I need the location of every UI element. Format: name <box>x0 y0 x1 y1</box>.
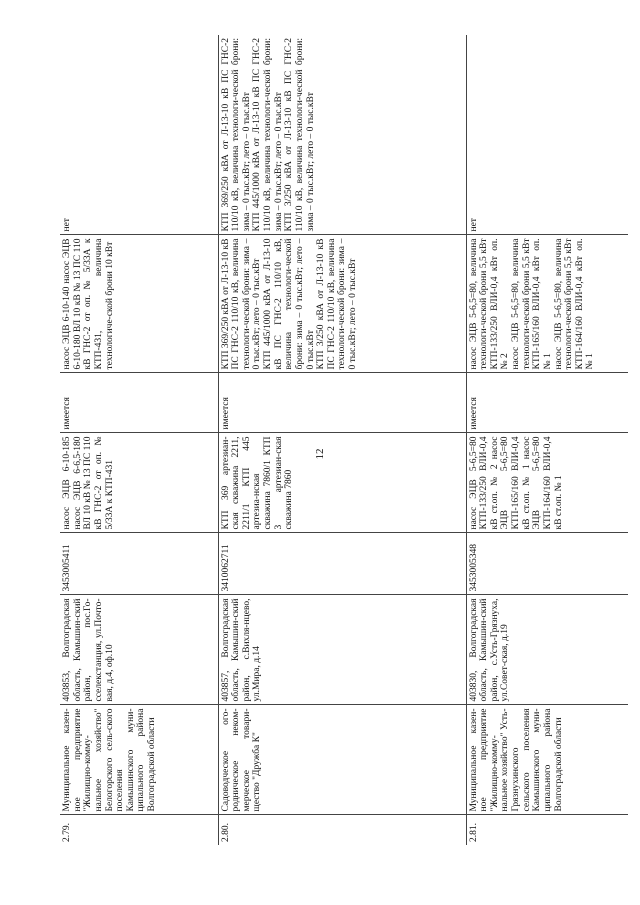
organization-name: Муниципальное казен-ное предприятие "Жилищно-комму-нальное хозяйство" Белогорского сель-ского поселения Камышинского муни-ципального района Волгоградской области <box>60 705 218 815</box>
organization-address: 403853, Волгоградская область, Камышин-ский район, пос.Го-сселекстанция, ул.Почто-вая, д.4, оф.10 <box>60 595 218 705</box>
page-number: 12 <box>314 448 326 460</box>
act-status: имеется <box>60 373 218 433</box>
table-row <box>218 35 466 845</box>
emergency-reserve: нет <box>60 35 218 235</box>
emergency-reserve: нет <box>468 218 479 232</box>
row-number: 2.81. <box>466 815 628 845</box>
rotated-table-container <box>60 35 628 845</box>
technological-reserve: КТП 369/250 кВА от Л-13-10 кВ ПС ГНС-2 110/10 кВ, величина технологи-ческой брони: зима – 0 тыс.кВт; лето – 0 тыс.кВт КТП 445/1000 кВА от Л-13-10 кВ ПС ГНС-2 110/10 кВ, величина технологи-ческой брони: зима – 0 тыс.кВт; лето – 0 тыс.кВт КТП 3/250 кВА от Л-13-10 кВ ПС ГНС-2 110/10 кВ, величина технологи-ческой брони: зима – 0 тыс.кВт; лето – 0 тыс.кВт <box>218 235 466 373</box>
row-number: 2.80. <box>218 815 466 845</box>
technological-reserve: насос ЭЦВ 6-10-140 насос ЭЦВ 6-10-180 ВЛ 10 кВ № 13 ПС 110 кВ ГНС-2 от оп. № 5/33А к КТП-431, величина технологиче-ской брони 10 кВт <box>60 235 218 373</box>
technological-reserve: насос ЭЦВ 5-6,5=80, величина технологи-ческой брони 5,5 кВт КТП-133/250 ВЛИ-0,4 кВт оп. № 2 насос ЭЦВ 5-6,5=80, величина технологи-ческой брони 5,5 кВт КТП-165/160 ВЛИ-0,4 кВт оп. № 1 насос ЭЦВ 5-6,5=80, величина технологи-ческой брони 5,5 кВт КТП-164/160 ВЛИ-0,4 кВт оп. № 1 <box>466 235 628 373</box>
inn-value: 3453005411 <box>60 533 218 595</box>
emergency-reserve: КТП 369/250 кВА от Л-13-10 кВ ПС ГНС-2 110/10 кВ, величина технологи-ческой брони: зима – 0 тыс.кВт; лето – 0 тыс.кВт КТП 445/1000 кВА от Л-13-10 кВ ПС ГНС-2 110/10 кВ, величина технологи-ческой брони: зима – 0 тыс.кВт; лето – 0 тыс.кВт КТП 3/250 кВА от Л-13-10 кВ ПС ГНС-2 110/10 кВ, величина технологи-ческой брони: зима – 0 тыс.кВт; лето – 0 тыс.кВт <box>218 35 466 235</box>
row-number: 2.79. <box>60 815 218 845</box>
power-sources: насос ЭЦВ 5-6,5=80 КТП-133/250 ВЛИ-0,4 кВ ст.оп. № 2 насос ЭЦВ 5-6,5=80 КТП-165/160 ВЛИ-0,4 кВ ст.оп. № 1 насос ЭЦВ 5-6,5=80 КТП-164/160 ВЛИ-0,4 кВ ст.оп. № 1 <box>466 433 628 533</box>
registry-table <box>60 35 628 845</box>
table-row <box>60 35 218 845</box>
table-row <box>466 35 628 845</box>
inn-value: 3453005348 <box>466 533 628 595</box>
power-sources: КТП 369 артезиан-ская скважина 2211, 2211/1 КТП 445 артезиа-нская скважина 7860/1 КТП 3 артезиан-ская скважина 7860 <box>218 433 466 533</box>
organization-name: Садоводческое ого-родническое неком-мерческое товари-щество "Дружба К" <box>218 705 466 815</box>
organization-name: Муниципальное казен-ное предприятие "Жилищно-комму-нальное хозяйство" Усть-Грязнухинского сельского поселения Камышинского муни-ципального района Волгоградской области <box>466 705 628 815</box>
power-sources: насос ЭЦВ 6-10-185 насос ЭЦВ 6-6,5-180 ВЛ 10 кВ № 13 ПС 110 кВ ГНС-2 от оп. № 5/33А к КТП-431 <box>60 433 218 533</box>
organization-address: 403857, Волгоградская область, Камышин-ский район, с.Вихля-нцево, ул.Мира, д.14 <box>218 595 466 705</box>
organization-address: 403830, Волгоградская область, Камышин-ский район, с.Усть-Грязнуха, ул.Совет-ская, д.19 <box>466 595 628 705</box>
act-status: имеется <box>218 373 466 433</box>
act-status: имеется <box>466 373 628 433</box>
inn-value: 3410062711 <box>218 533 466 595</box>
